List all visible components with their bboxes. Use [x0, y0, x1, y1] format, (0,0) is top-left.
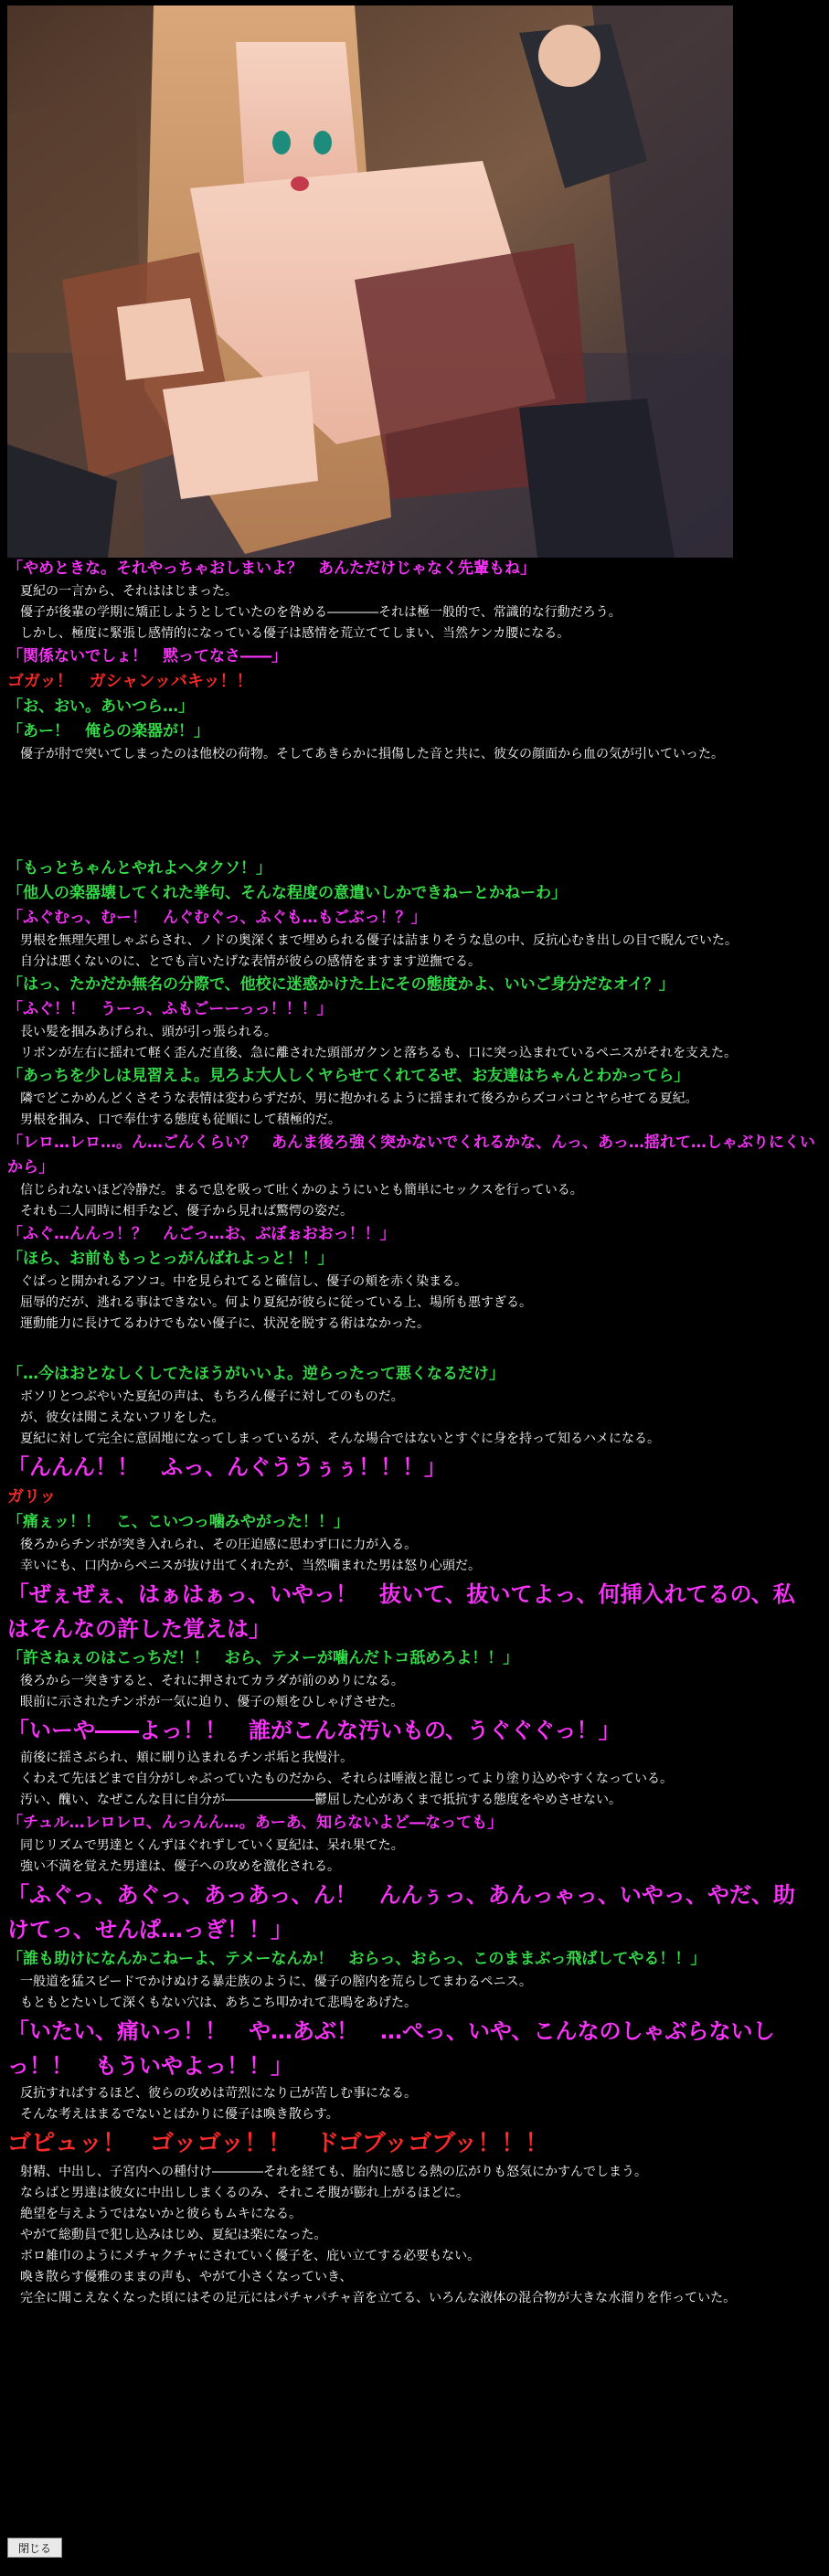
dialogue-line-large: 「ふぐっ、あぐっ、あっあっ、ん！ んんぅっ、あんっゃっ、いやっ、やだ、助けてっ、せんぱ…っぎ！！」 — [7, 1882, 795, 1943]
dialogue-line-large: 「んんん！！ ふっ、んぐううぅぅ！！！」 — [7, 1454, 446, 1480]
narration-line: 完全に聞こえなくなった頃にはその足元にはパチャパチャ音を立てる、いろんな液体の混合物が大きな水溜りを作っていた。 — [20, 2291, 737, 2305]
narration-line: 後ろから一突きすると、それに押されてカラダが前のめりになる。 — [20, 1674, 404, 1688]
narration-line: ならばと男達は彼女に中出ししまくるのみ、それこそ腹が膨れ上がるほどに。 — [20, 2186, 469, 2200]
story-block-2 — [7, 857, 815, 1335]
narration-line: 屈辱的だが、逃れる事はできない。何より夏紀が彼らに従っている上、場所も悪すぎる。 — [20, 1295, 532, 1310]
story-illustration — [7, 5, 733, 558]
narration-line: 喚き散らす優雅のままの声も、やがて小さくなっていき、 — [20, 2270, 353, 2284]
dialogue-line: 「他人の楽器壊してくれた挙句、そんな程度の意遣いしかできねーとかねーわ」 — [7, 884, 567, 902]
dialogue-line: 「お、おい。あいつら…」 — [7, 697, 194, 716]
spacer — [7, 765, 815, 857]
narration-line: ぐぱっと開かれるアソコ。中を見られてると確信し、優子の頬を赤く染まる。 — [20, 1274, 468, 1289]
narration-line: 優子が肘で突いてしまったのは他校の荷物。そしてあきらかに損傷した音と共に、彼女の顔面から血の気が引いていった。 — [20, 747, 724, 761]
narration-line: それも二人同時に相手など、優子から見れば驚愕の姿だ。 — [20, 1204, 353, 1219]
narration-line: 隣でどこかめんどくさそうな表情は変わらずだが、男に抱かれるように揺まれて後ろからズコバコとヤらせてる夏紀。 — [20, 1091, 698, 1106]
dialogue-line: 「あー！ 俺らの楽器が！」 — [7, 722, 209, 740]
narration-line: 男根を掴み、口で奉仕する態度も従順にして積極的だ。 — [20, 1112, 341, 1127]
story-block-1 — [7, 557, 815, 765]
dialogue-line: 「あっちを少しは見習えよ。見ろよ大人しくヤらせてくれてるぜ、お友達はちゃんとわかってら」 — [7, 1067, 690, 1085]
dialogue-line: 「許さねぇのはこっちだ！！ おら、テメーが噛んだトコ舐めろよ！！」 — [7, 1649, 519, 1667]
close-button[interactable]: 閉じる — [7, 2538, 62, 2558]
narration-line: しかし、極度に緊張し感情的になっている優子は感情を荒立ててしまい、当然ケンカ腰になる。 — [20, 626, 570, 641]
sound-effect-large: ゴピュッ！ ゴッゴッ！！ ドゴブッゴブッ！！！ — [7, 2130, 549, 2157]
narration-line: 夏紀の一言から、それははじまった。 — [20, 584, 238, 599]
narration-line: もともとたいして深くもない穴は、あちこち叩かれて悲鳴をあげた。 — [20, 1996, 417, 2010]
dialogue-line-large: 「ぜぇぜぇ、はぁはぁっ、いやっ！ 抜いて、抜いてよっ、何挿入れてるの、私はそんなの許した覚えは」 — [7, 1581, 795, 1642]
dialogue-line: 「ふぐ…んんっ！？ んごっ…お、ぶぼぉおおっ！！」 — [7, 1225, 396, 1243]
narration-line: 優子が後輩の学期に矯正しようとしていたのを咎める――――それは極一般的で、常識的な行動だろう。 — [20, 605, 622, 620]
dialogue-line: 「…今はおとなしくしてたほうがいいよ。逆らったって悪くなるだけ」 — [7, 1365, 505, 1383]
narration-line: 自分は悪くないのに、とでも言いたげな表情が彼らの感情をますます逆撫でる。 — [20, 954, 481, 969]
dialogue-line: 「チュル…レロレロ、んっんん…。あーあ、知らないよど―なっても」 — [7, 1814, 504, 1832]
narration-line: 強い不満を覚えた男達は、優子への攻めを激化される。 — [20, 1859, 340, 1874]
dialogue-line: 「ふぐ！！ うーっ、ふもごーーっっ！！！」 — [7, 1000, 333, 1018]
dialogue-line: 「やめときな。それやっちゃおしまいよ？ あんただけじゃなく先輩もね」 — [7, 559, 536, 578]
narration-line: 射精、中出し、子宮内への種付け――――それを経ても、胎内に感じる熱の広がりも怒気にかすんでしまう。 — [20, 2165, 647, 2179]
narration-line: 男根を無理矢理しゃぶらされ、ノドの奥深くまで埋められる優子は詰まりそうな息の中、反抗心むき出しの目で睨んでいた。 — [20, 933, 738, 948]
narration-line: 幸いにも、口内からペニスが抜け出てくれたが、当然噛まれた男は怒り心頭だ。 — [20, 1559, 481, 1573]
dialogue-line: 「関係ないでしょ！ 黙ってなさ――」 — [7, 647, 287, 665]
narration-line: 絶望を与えようではないかと彼らもムキになる。 — [20, 2207, 302, 2221]
narration-line: 一般道を猛スピードでかけぬける暴走族のように、優子の膣内を荒らしてまわるペニス。 — [20, 1975, 532, 1989]
narration-line: 信じられないほど冷静だ。まるで息を吸って吐くかのようにいとも簡単にセックスを行っている。 — [20, 1183, 583, 1198]
narration-line: 前後に揺さぶられ、頬に刷り込まれるチンポ垢と我慢汁。 — [20, 1751, 354, 1765]
illustration-art — [7, 5, 733, 558]
narration-line: 反抗すればするほど、彼らの攻めは苛烈になり己が苦しむ事になる。 — [20, 2086, 417, 2101]
dialogue-line: 「レロ…レロ…。ん…ごんくらい？ あんま後ろ強く突かないでくれるかな、んっ、あっ…揺れて…しゃぶりにくいから」 — [7, 1134, 815, 1176]
dialogue-line: 「ほら、お前ももっとっがんばれよっと！！」 — [7, 1250, 334, 1268]
narration-line: くわえて先ほどまで自分がしゃぶっていたものだから、それらは唾液と混じってより塗り込めやすくなっている。 — [20, 1772, 673, 1786]
dialogue-line: 「はっ、たかだか無名の分際で、他校に迷惑かけた上にその態度かよ、いいご身分だなオイ？」 — [7, 975, 675, 994]
spacer — [7, 1335, 815, 1362]
narration-line: そんな考えはまるでないとばかりに優子は喚き散らす。 — [20, 2107, 339, 2122]
narration-line: ボロ雑巾のようにメチャクチャにされていく優子を、庇い立てする必要もない。 — [20, 2249, 481, 2263]
story-text — [7, 557, 815, 2309]
narration-line: 後ろからチンポが突き入れられ、その圧迫感に思わず口に力が入る。 — [20, 1538, 418, 1552]
dialogue-line: 「もっとちゃんとやれよヘタクソ！」 — [7, 859, 271, 878]
story-block-3 — [7, 1362, 815, 2309]
narration-line: 夏紀に対して完全に意固地になってしまっているが、そんな場合ではないとすぐに身を持って知るハメになる。 — [20, 1432, 660, 1446]
dialogue-line: 「痛ぇッ！！ こ、こいつっ噛みやがった！！」 — [7, 1513, 349, 1531]
narration-line: ボソリとつぶやいた夏紀の声は、もちろん優子に対してのものだ。 — [20, 1389, 404, 1404]
sound-effect: ゴガッ！ ガシャンッバキッ！！ — [7, 672, 253, 691]
narration-line: 長い髪を掴みあげられ、頭が引っ張られる。 — [20, 1025, 277, 1039]
narration-line: リボンが左右に揺れて軽く歪んだ直後、急に離された頭部ガクンと落ちるも、口に突っ込まれているペニスがそれを支えた。 — [20, 1046, 737, 1060]
dialogue-line: 「誰も助けになんかこねーよ、テメーなんか！ おらっ、おらっ、このままぶっ飛ばしてやる！！」 — [7, 1950, 707, 1968]
sound-effect: ガリッ — [7, 1487, 57, 1506]
narration-line: 運動能力に長けてるわけでもない優子に、状況を脱する術はなかった。 — [20, 1316, 430, 1331]
dialogue-line-large: 「いたい、痛いっ！！ や…あぶ！ …ぺっ、いや、こんなのしゃぶらないしっ！！ もういやよっ！！」 — [7, 2018, 775, 2079]
dialogue-line-large: 「いーや――よっ！！ 誰がこんな汚いもの、うぐぐぐっ！」 — [7, 1718, 621, 1743]
narration-line: やがて総動員で犯し込みはじめ、夏紀は楽になった。 — [20, 2228, 327, 2242]
narration-line: 汚い、醜い、なぜこんな目に自分が―――――――鬱屈した心があくまで抵抗する態度をやめさせない。 — [20, 1793, 622, 1807]
narration-line: が、彼女は聞こえないフリをした。 — [20, 1410, 225, 1425]
narration-line: 眼前に示されたチンポが一気に迫り、優子の頬をひしゃげさせた。 — [20, 1695, 404, 1709]
narration-line: 同じリズムで男達とくんずほぐれずしていく夏紀は、呆れ果てた。 — [20, 1838, 404, 1853]
dialogue-line: 「ふぐむっ、むー！ んぐむぐっ、ふぐも…もごぶっ！？」 — [7, 909, 427, 927]
